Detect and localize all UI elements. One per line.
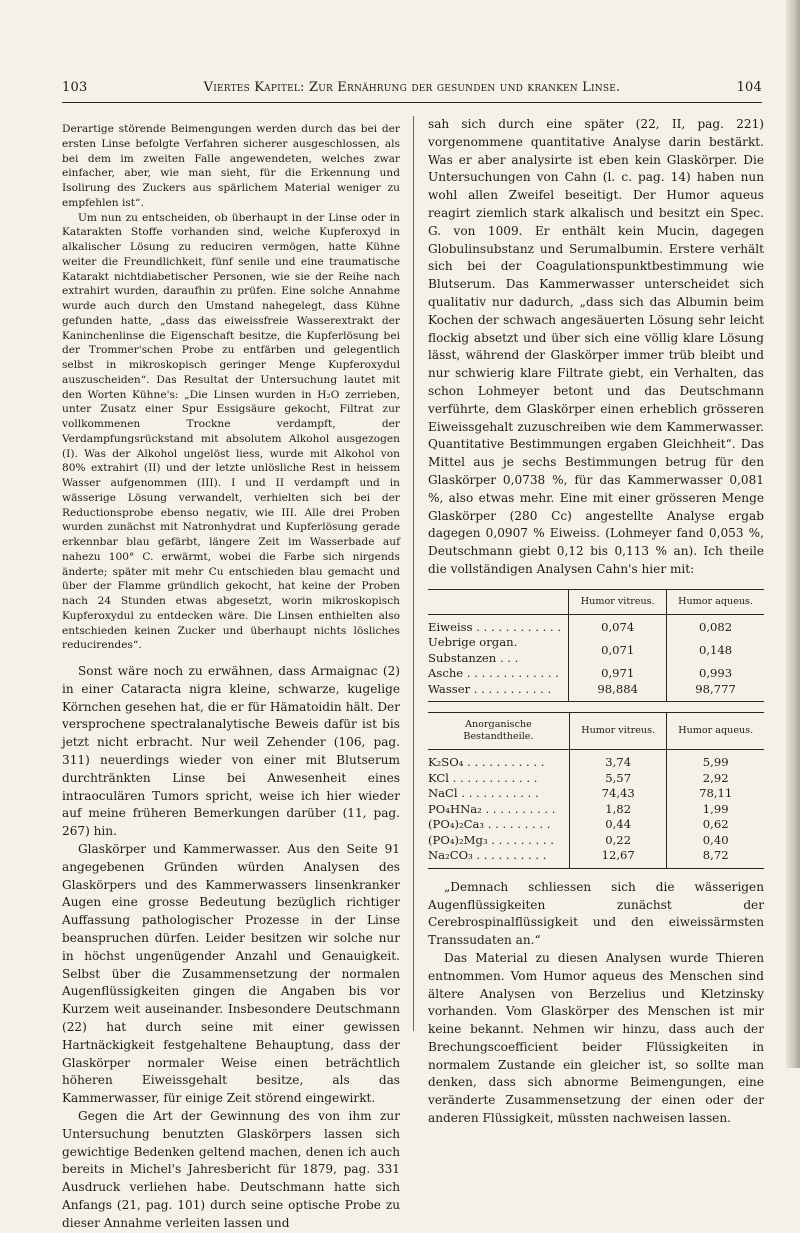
value-vitreus: 74,43 — [569, 786, 667, 802]
value-vitreus: 0,44 — [569, 817, 667, 833]
value-aqueus: 78,11 — [667, 786, 764, 802]
value-vitreus: 0,971 — [569, 666, 667, 682]
value-vitreus: 1,82 — [569, 802, 667, 818]
table-row — [428, 666, 764, 682]
value-aqueus: 5,99 — [667, 750, 764, 771]
table-header-cell: Humor aqueus. — [667, 589, 764, 614]
row-label: Uebrige organ. Substanzen . . . — [428, 635, 519, 665]
value-vitreus: 5,57 — [569, 771, 667, 787]
table-row — [428, 635, 764, 666]
value-aqueus: 2,92 — [667, 771, 764, 787]
value-vitreus: 12,67 — [569, 848, 667, 868]
column-divider — [413, 116, 414, 1031]
value-aqueus: 8,72 — [667, 848, 764, 868]
table-header-cell: Anorganische Bestandtheile. — [428, 713, 569, 750]
value-aqueus: 0,40 — [667, 833, 764, 849]
table-header-cell: Humor vitreus. — [569, 589, 667, 614]
row-label: K₂SO₄ . . . . . . . . . . . — [428, 755, 545, 770]
row-label: PO₄HNa₂ . . . . . . . . . . — [428, 801, 556, 816]
value-vitreus: 98,884 — [569, 682, 667, 702]
right-column — [428, 116, 764, 1128]
table-header-cell: Humor aqueus. — [667, 713, 764, 750]
table-row — [428, 848, 764, 868]
body-paragraph: „Demnach schliessen sich die wässerigen Augenflüssigkeiten zunächst der Cerebrospinalflüssigkeit und den eiweissärmsten Transsudaten an.“ — [428, 879, 764, 948]
body-paragraph: sah sich durch eine später (22, II, pag. 221) vorgenommene quantitative Analyse darin bestärkt. Was er aber analysirte ist eben kein Glaskörper. Die Untersuchungen von Cahn (l. c. pag. 14) haben nun wohl allen Zweifel beseitigt. Der Humor aqueus reagirt ziemlich stark alkalisch und besitzt ein Spec. G. von 1009. Er enthält kein Mucin, dagegen Globulinsubstanz und Serumalbumin. Erstere verhält sich bei der Coagulationspunktbestimmung wie Blutserum. Das Kammerwasser unterscheidet sich qualitativ nur dadurch, „dass sich das Albumin beim Kochen der schwach angesäuerten Lösung sehr leicht flockig absetzt und über sich eine völlig klare Lösung lässt, während der Glaskörper immer trüb bleibt und nur schwierig klare Filtrate giebt, ein Verhalten, das schon Lohmeyer betont und das Deutschmann verführte, dem Glaskörper einen erheblich grösseren Eiweissgehalt zuzuschreiben wie dem Kammerwasser. Quantitative Bestimmungen ergaben Gleichheit“. Das Mittel aus je sechs Bestimmungen betrug für den Glaskörper 0,0738 %, für das Kammerwasser 0,081 %, also etwas mehr. Eine mit einer grösseren Menge Glaskörper (280 Cc) angestellte Analyse ergab dagegen 0,0907 % Eiweiss. (Lohmeyer fand 0,053 %, Deutschmann giebt 0,12 bis 0,113 % an). Ich theile die vollständigen Analysen Cahn's hier mit: — [428, 117, 764, 576]
running-header — [62, 80, 762, 103]
row-label: (PO₄)₂Ca₃ . . . . . . . . . — [428, 817, 551, 832]
quote-paragraph: Derartige störende Beimengungen werden durch das bei der ersten Linse befolgte Verfahren sicherer ausgeschlossen, als bei dem im zweiten Falle angewendeten, welches zwar einfacher, aber, wie man sieht, für die Erkennung und Isolirung des Zuckers aus spärlichem Material weniger zu empfehlen ist“. — [62, 123, 400, 209]
table-row — [428, 682, 764, 702]
row-label: Na₂CO₃ . . . . . . . . . . — [428, 848, 569, 868]
value-vitreus: 3,74 — [569, 750, 667, 771]
row-label: NaCl . . . . . . . . . . . — [428, 786, 539, 801]
value-vitreus: 0,22 — [569, 833, 667, 849]
table-row — [428, 750, 764, 771]
table-header-cell — [428, 589, 569, 614]
value-aqueus: 0,62 — [667, 817, 764, 833]
chapter-title: Viertes Kapitel: Zur Ernährung der gesunden und kranken Linse. — [203, 80, 621, 95]
value-aqueus: 98,777 — [667, 682, 764, 702]
table-row — [428, 817, 764, 833]
body-paragraph: Das Material zu diesen Analysen wurde Thieren entnommen. Vom Humor aqueus des Menschen sind ältere Analysen von Berzelius und Kletzinsky vorhanden. Vom Glaskörper des Menschen ist mir keine bekannt. Nehmen wir hinzu, dass auch der Brechungscoefficient beider Flüssigkeiten in normalem Zustande ein gleicher ist, so sollte man denken, dass sich abnorme Beimengungen, eine veränderte Zusammensetzung der einen oder der anderen Flüssigkeit, müssten nachweisen lassen. — [428, 950, 764, 1126]
value-aqueus: 0,082 — [667, 614, 764, 635]
left-column — [62, 122, 400, 1233]
page-number-left: 103 — [62, 80, 88, 95]
row-label: Wasser . . . . . . . . . . . — [428, 682, 569, 702]
body-paragraph: Glaskörper und Kammerwasser. Aus den Seite 91 angegebenen Gründen würden Analysen des Glaskörpers und des Kammerwassers linsenkranker Augen eine grosse Bedeutung bezüglich richtiger Auffassung pathologischer Prozesse in der Linse beanspruchen dürfen. Leider besitzen wir solche nur in höchst ungenügender Anzahl und Genauigkeit. Selbst über die Zusammensetzung der normalen Augenflüssigkeiten gingen die Angaben bis vor Kurzem weit auseinander. Insbesondere Deutschmann (22) hat durch seine mit einer gewissen Hartnäckigkeit festgehaltene Behauptung, dass der Glaskörper normaler Weise einen beträchtlich höheren Eiweissgehalt besitze, als das Kammerwasser, für einige Zeit störend eingewirkt. — [62, 841, 400, 1106]
table-row — [428, 771, 764, 787]
table-header-cell: Humor vitreus. — [569, 713, 667, 750]
row-label: Asche . . . . . . . . . . . . . — [428, 666, 559, 681]
table-row — [428, 802, 764, 818]
value-aqueus: 1,99 — [667, 802, 764, 818]
value-aqueus: 0,993 — [667, 666, 764, 682]
body-paragraph: Sonst wäre noch zu erwähnen, dass Armaignac (2) in einer Cataracta nigra kleine, schwarze, kugelige Körnchen gesehen hat, die er für Hämatoidin hält. Der versprochene spectralanalytische Beweis dafür ist bis jetzt nicht erbracht. Nur weil Zehender (106, pag. 311) neuerdings wieder von einer mit Blutserum durchtränkten Linse bei Anwesenheit eines intraoculären Tumors spricht, weise ich hier wieder auf meine früheren Bemerkungen darüber (11, pag. 267) hin. — [62, 664, 400, 839]
row-label: KCl . . . . . . . . . . . . — [428, 770, 538, 785]
table-row — [428, 614, 764, 635]
page-number-right: 104 — [736, 80, 762, 95]
table-row — [428, 786, 764, 802]
analysis-table-organic — [428, 589, 764, 703]
analysis-table-inorganic — [428, 712, 764, 869]
page-edge-shadow — [786, 0, 800, 1068]
row-label: Eiweiss . . . . . . . . . . . . — [428, 619, 562, 634]
row-label: (PO₄)₂Mg₃ . . . . . . . . . — [428, 832, 554, 847]
quote-paragraph: Um nun zu entscheiden, ob überhaupt in der Linse oder in Katarakten Stoffe vorhanden sind, welche Kupferoxyd in alkalischer Lösung zu reduciren vermögen, hatte Kühne weiter die Freundlichkeit, fünf senile und eine traumatische Katarakt nichtdiabetischer Personen, wie sie der Reihe nach extrahirt wurden, daraufhin zu prüfen. Eine solche Annahme wurde auch durch den Umstand nahegelegt, dass Kühne gefunden hatte, „dass das eiweissfreie Wasserextrakt der Kaninchenlinse die Eigenschaft besitze, die Kupferlösung bei der Trommer'schen Probe zu entfärben und gelegentlich selbst in mikroskopisch geringer Menge Kupferoxydul auszuscheiden“. Das Resultat der Untersuchung lautet mit den Worten Kühne's: „Die Linsen wurden in H₂O zerrieben, unter Zusatz einer Spur Essigsäure gekocht, Filtrat zur vollkommenen Trockne verdampft, der Verdampfungsrückstand mit absolutem Alkohol ausgezogen (I). Was der Alkohol ungelöst liess, wurde mit Alkohol von 80% extrahirt (II) und der letzte unlösliche Rest in heissem Wasser aufgenommen (III). I und II verdampft und in wässerige Lösung verwandelt, verhielten sich bei der Reductionsprobe ebenso negativ, wie III. Alle drei Proben wurden zunächst mit Natronhydrat und Kupferlösung gerade erkennbar blau gefärbt, längere Zeit im Wasserbade auf nahezu 100° C. erwärmt, wobei die Farbe sich nirgends änderte; später mit mehr Cu entschieden blau gemacht und über der Flamme gründlich gekocht, hat keine der Proben nach 24 Stunden etwas abgesetzt, worin mikroskopisch Kupferoxydul zu entdecken wäre. Die Linsen enthielten also entschieden keinen Zucker und überhaupt nichts lösliches reducirendes“. — [62, 211, 400, 652]
value-vitreus: 0,071 — [569, 635, 667, 666]
body-paragraph: Gegen die Art der Gewinnung des von ihm zur Untersuchung benutzten Glaskörpers lassen sich gewichtige Bedenken geltend machen, denen ich auch bereits in Michel's Jahresbericht für 1879, pag. 331 Ausdruck verliehen habe. Deutschmann hatte sich Anfangs (21, pag. 101) durch seine optische Probe zu dieser Annahme verleiten lassen und — [62, 1108, 400, 1230]
value-aqueus: 0,148 — [667, 635, 764, 666]
table-row — [428, 833, 764, 849]
value-vitreus: 0,074 — [569, 614, 667, 635]
